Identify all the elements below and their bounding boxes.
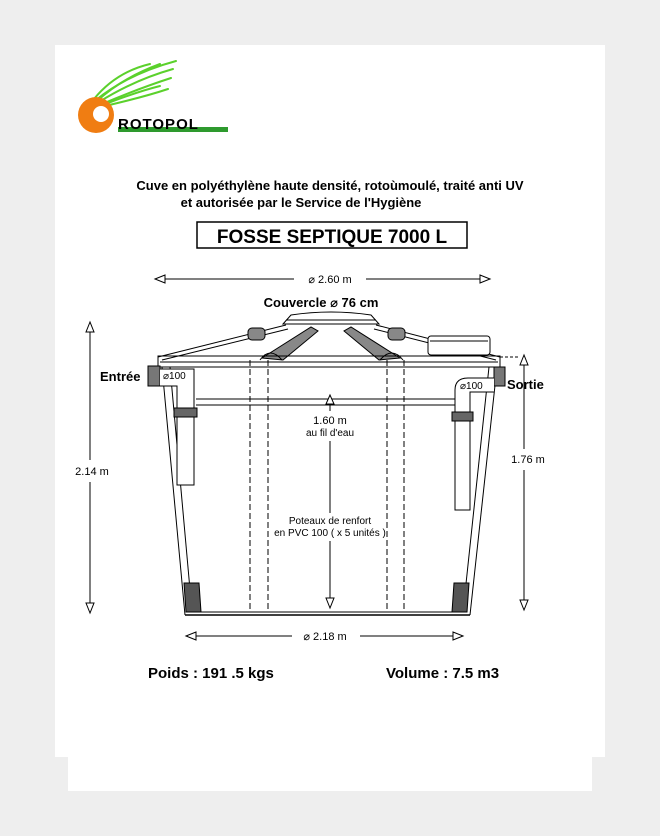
posts-note-line-2: en PVC 100 ( x 5 unités ) bbox=[274, 528, 386, 539]
post-cap-right bbox=[388, 328, 405, 340]
page-panel-footer bbox=[68, 755, 592, 791]
total-height-label: 2.14 m bbox=[75, 466, 109, 478]
inlet-pipe-collar bbox=[174, 408, 197, 417]
outlet-pipe-stub bbox=[494, 367, 505, 386]
posts-note-line-1: Poteaux de renfort bbox=[288, 516, 372, 527]
orange-ring-hole bbox=[93, 106, 109, 122]
outlet-size-label: ⌀100 bbox=[460, 381, 483, 392]
foot-right bbox=[452, 583, 469, 612]
inlet-pipe-stub bbox=[148, 366, 160, 386]
outlet-pipe-collar bbox=[452, 412, 473, 421]
post-cap-left bbox=[248, 328, 265, 340]
inlet-size-label: ⌀100 bbox=[163, 371, 186, 382]
bottom-diameter-label: ⌀ 2.18 m bbox=[303, 631, 347, 643]
lid-label: Couvercle ⌀ 76 cm bbox=[263, 295, 379, 310]
header-line-2: et autorisée par le Service de l'Hygiène bbox=[180, 195, 422, 210]
water-level-label: 1.60 m bbox=[313, 415, 347, 427]
brand-name: ROTOPOL bbox=[118, 116, 199, 133]
water-level-note: au fil d'eau bbox=[305, 428, 355, 439]
top-diameter-label: ⌀ 2.60 m bbox=[308, 274, 352, 286]
vent-box bbox=[428, 336, 490, 355]
lid bbox=[283, 312, 379, 324]
outlet-height-label: 1.76 m bbox=[511, 454, 545, 466]
volume-spec: Volume : 7.5 m3 bbox=[386, 665, 500, 682]
foot-left bbox=[184, 583, 201, 612]
inlet-label: Entrée bbox=[100, 369, 141, 384]
outlet-label: Sortie bbox=[507, 377, 544, 392]
header-line-1: Cuve en polyéthylène haute densité, rotoùmoulé, traité anti UV bbox=[136, 178, 524, 193]
weight-spec: Poids : 191 .5 kgs bbox=[148, 665, 274, 682]
page-title: FOSSE SEPTIQUE 7000 L bbox=[216, 227, 448, 248]
